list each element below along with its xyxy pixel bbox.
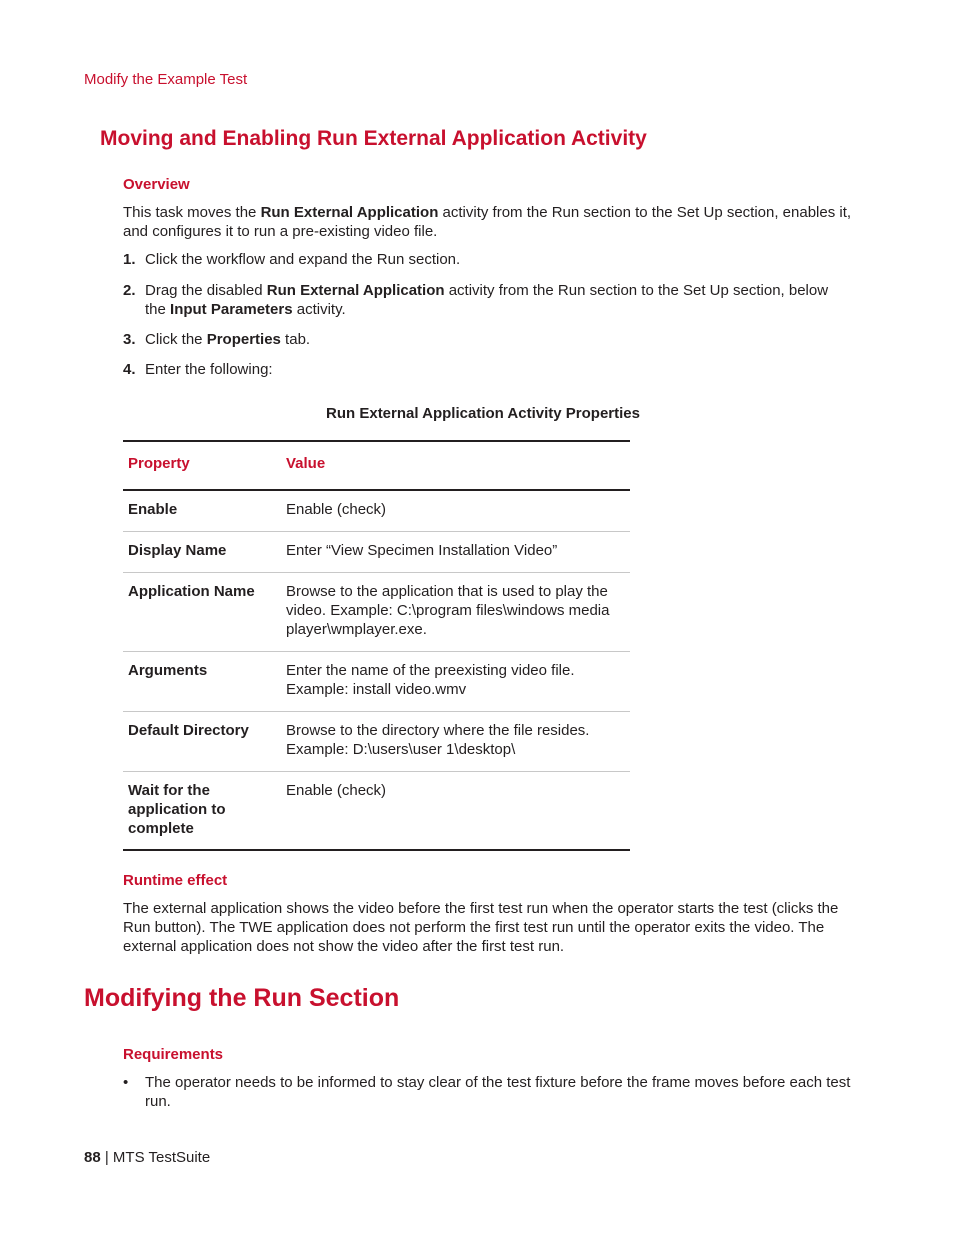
step-number: 4. — [123, 361, 136, 378]
step-number: 1. — [123, 251, 136, 268]
table-header-row — [123, 441, 630, 490]
value-cell: Enable (check) — [281, 772, 630, 851]
step-3-text-1: Click the — [145, 331, 207, 348]
intro-text-2: activity from the Run section to the Set Up section, enables it, and configures it to run a pre-existing video file. — [123, 204, 852, 240]
step-1-text: Click the workflow and expand the Run section. — [145, 251, 461, 268]
step-3-bold: Properties — [206, 331, 281, 348]
step-2 — [123, 281, 853, 319]
step-text — [145, 281, 853, 319]
step-3-text-2: tab. — [280, 331, 311, 348]
table-caption: Run External Application Activity Properties — [326, 405, 640, 422]
step-number: 3. — [123, 331, 136, 348]
list-item — [123, 1073, 853, 1111]
property-cell: Application Name — [123, 573, 281, 652]
step-2-bold-2: Input Parameters — [170, 301, 293, 318]
intro-bold-1: Run External Application — [260, 204, 439, 221]
step-text — [145, 250, 853, 269]
running-head: Modify the Example Test — [84, 71, 248, 88]
table-row — [123, 772, 630, 851]
step-2-text-3: activity. — [292, 301, 346, 318]
step-text — [145, 330, 853, 349]
step-1 — [123, 250, 853, 269]
step-4-text: Enter the following: — [145, 361, 273, 378]
intro-text-1: This task moves the — [123, 204, 261, 221]
step-2-text-1: Drag the disabled — [145, 282, 267, 299]
step-2-bold-1: Run External Application — [266, 282, 445, 299]
step-3 — [123, 330, 853, 349]
value-cell: Enable (check) — [281, 490, 630, 532]
value-cell: Browse to the directory where the file resides. Example: D:\users\user 1\desktop\ — [281, 712, 630, 772]
table-row — [123, 712, 630, 772]
overview-intro — [123, 203, 853, 241]
step-2-text-2: activity from the Run section to the Set Up section, below the — [145, 282, 829, 318]
property-cell: Default Directory — [123, 712, 281, 772]
table-row — [123, 490, 630, 532]
value-cell: Enter the name of the preexisting video file. Example: install video.wmv — [281, 652, 630, 712]
column-header-value: Value — [281, 441, 630, 490]
requirement-text: The operator needs to be informed to stay clear of the test fixture before the frame moves before each test run. — [145, 1074, 851, 1110]
property-cell: Wait for the application to complete — [123, 772, 281, 851]
overview-heading: Overview — [123, 176, 190, 193]
table-row — [123, 652, 630, 712]
page-footer — [84, 1148, 210, 1167]
product-name: MTS TestSuite — [112, 1149, 211, 1166]
requirements-heading: Requirements — [123, 1046, 224, 1063]
property-cell: Enable — [123, 490, 281, 532]
value-cell: Enter “View Specimen Installation Video” — [281, 532, 630, 573]
step-number: 2. — [123, 282, 136, 299]
value-cell: Browse to the application that is used to play the video. Example: C:\program files\windows media player\wmplayer.exe. — [281, 573, 630, 652]
runtime-effect-heading: Runtime effect — [123, 872, 228, 889]
property-cell: Arguments — [123, 652, 281, 712]
page-number: 88 — [84, 1149, 101, 1166]
table-row — [123, 532, 630, 573]
section2-title: Modifying the Run Section — [84, 984, 400, 1012]
properties-table — [123, 440, 630, 851]
column-header-property: Property — [123, 441, 281, 490]
table-row — [123, 573, 630, 652]
runtime-effect-text: The external application shows the video before the first test run when the operator starts the test (clicks the Run button). The TWE application does not perform the first test run until the operator exits the video. The external application does not show the video after the first test run. — [123, 900, 839, 955]
property-cell: Display Name — [123, 532, 281, 573]
footer-separator: | — [100, 1149, 113, 1166]
section-title: Moving and Enabling Run External Application Activity — [100, 127, 647, 150]
bullet-icon: • — [123, 1074, 129, 1091]
step-text — [145, 360, 853, 379]
step-4 — [123, 360, 853, 379]
